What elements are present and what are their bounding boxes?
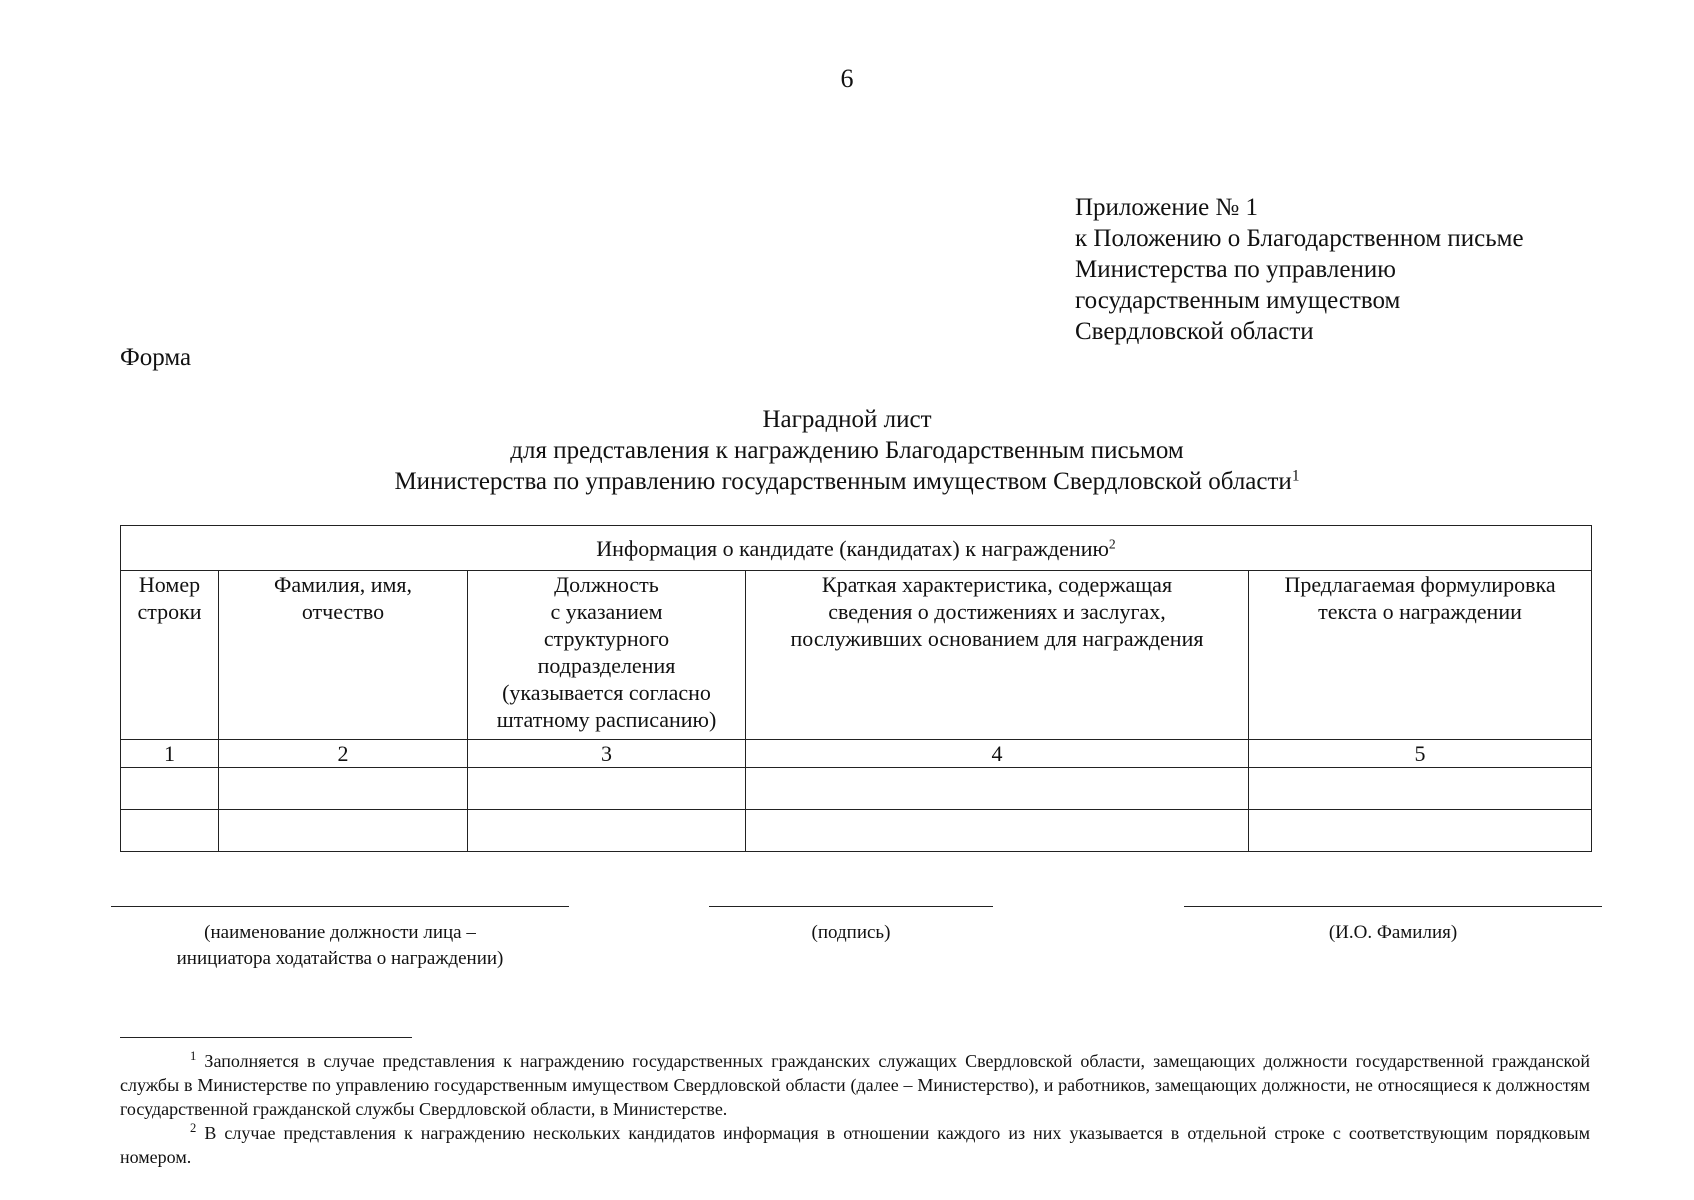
name-signature-line[interactable] bbox=[1184, 906, 1602, 907]
footnote-marker: 1 bbox=[190, 1049, 197, 1064]
signature-caption: (подпись) bbox=[811, 922, 891, 943]
appendix-line: Свердловской области bbox=[1075, 318, 1314, 345]
header-line: послуживших основанием для награждения bbox=[790, 626, 1204, 651]
appendix-line: государственным имуществом bbox=[1075, 287, 1401, 314]
form-label: Форма bbox=[120, 344, 192, 371]
empty-cell[interactable] bbox=[219, 810, 468, 852]
header-line: Фамилия, имя, bbox=[273, 572, 413, 597]
empty-cell[interactable] bbox=[746, 810, 1249, 852]
column-number: 3 bbox=[468, 740, 746, 768]
header-line: текста о награждении bbox=[1318, 599, 1522, 624]
title-line bbox=[0, 466, 1694, 497]
signature-line[interactable] bbox=[709, 906, 993, 907]
header-line: Предлагаемая формулировка bbox=[1284, 572, 1556, 597]
caption-line: инициатора ходатайства о награждении) bbox=[176, 948, 504, 969]
footnote-ref: 2 bbox=[1108, 536, 1116, 551]
column-number: 4 bbox=[746, 740, 1249, 768]
header-line: штатному расписанию) bbox=[496, 707, 717, 732]
header-line: с указанием bbox=[550, 599, 663, 624]
title-line: для представления к награждению Благодарственным письмом bbox=[510, 437, 1184, 464]
empty-cell[interactable] bbox=[121, 810, 219, 852]
column-header-row-number bbox=[121, 571, 219, 740]
header-line: структурного bbox=[543, 626, 670, 651]
header-line: Номер bbox=[138, 572, 201, 597]
empty-cell[interactable] bbox=[1249, 768, 1592, 810]
table-caption bbox=[121, 526, 1592, 571]
title-line-text: Министерства по управлению государственным имуществом Свердловской области bbox=[394, 468, 1292, 495]
name-caption: (И.О. Фамилия) bbox=[1328, 922, 1458, 943]
empty-cell[interactable] bbox=[219, 768, 468, 810]
table-caption-text: Информация о кандидате (кандидатах) к награждению bbox=[596, 535, 1109, 561]
header-line: Краткая характеристика, содержащая bbox=[821, 572, 1173, 597]
footnote-2 bbox=[120, 1121, 1590, 1169]
header-line: отчество bbox=[301, 599, 385, 624]
footnote-marker: 2 bbox=[190, 1121, 197, 1136]
column-number: 2 bbox=[219, 740, 468, 768]
footnote-ref: 1 bbox=[1291, 467, 1300, 485]
footnote-1 bbox=[120, 1049, 1590, 1121]
header-line: Должность bbox=[554, 572, 659, 597]
column-number: 5 bbox=[1249, 740, 1592, 768]
title-line: Наградной лист bbox=[762, 406, 932, 433]
document-title bbox=[0, 404, 1694, 497]
header-line: сведения о достижениях и заслугах, bbox=[828, 599, 1166, 624]
position-signature-line[interactable] bbox=[111, 906, 569, 907]
header-line: подразделения bbox=[537, 653, 676, 678]
table-row bbox=[121, 810, 1592, 852]
header-line: (указывается согласно bbox=[502, 680, 711, 705]
column-header-full-name bbox=[219, 571, 468, 740]
appendix-line: Приложение № 1 bbox=[1075, 194, 1259, 221]
empty-cell[interactable] bbox=[746, 768, 1249, 810]
empty-cell[interactable] bbox=[468, 810, 746, 852]
caption-line: (наименование должности лица – bbox=[204, 922, 476, 943]
column-header-characteristics bbox=[746, 571, 1249, 740]
empty-cell[interactable] bbox=[1249, 810, 1592, 852]
footnotes bbox=[120, 1049, 1590, 1169]
footnote-text: Заполняется в случае представления к награждению государственных гражданских служащих Свердловской области, замещающих должности государственной гражданской службы в Министерстве по управлению государственным имуществом Свердловской области (далее – Министерство), и работников, замещающих должности, не относящиеся к должностям государственной гражданской службы Свердловской области, в Министерстве. bbox=[120, 1051, 1591, 1119]
appendix-heading bbox=[1075, 192, 1524, 347]
appendix-line: к Положению о Благодарственном письме bbox=[1075, 225, 1524, 252]
column-number: 1 bbox=[121, 740, 219, 768]
footnote-separator bbox=[120, 1037, 412, 1038]
footnote-text: В случае представления к награждению нескольких кандидатов информация в отношении каждого из них указывается в отдельной строке с соответствующим порядковым номером. bbox=[120, 1123, 1590, 1167]
column-header-position bbox=[468, 571, 746, 740]
header-line: строки bbox=[137, 599, 202, 624]
candidate-table bbox=[120, 525, 1592, 852]
empty-cell[interactable] bbox=[121, 768, 219, 810]
table-row bbox=[121, 768, 1592, 810]
page-number: 6 bbox=[840, 64, 854, 93]
position-caption bbox=[111, 920, 569, 972]
appendix-line: Министерства по управлению bbox=[1075, 256, 1396, 283]
column-header-award-wording bbox=[1249, 571, 1592, 740]
empty-cell[interactable] bbox=[468, 768, 746, 810]
